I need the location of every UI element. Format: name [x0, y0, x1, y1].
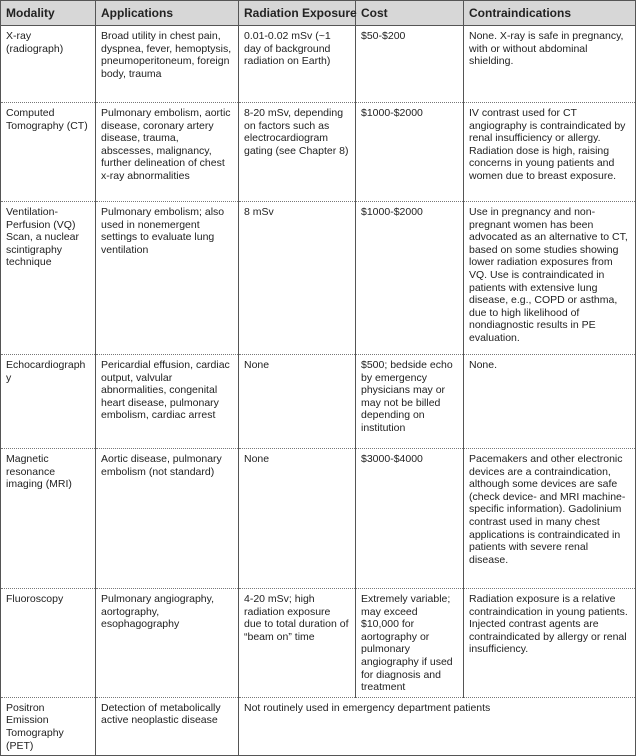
cell-applications: Pulmonary embolism, aortic disease, coronary artery disease, trauma, abscesses, malignancy, further delineation of chest x-ray abnormalities	[96, 103, 239, 202]
cell-contraindications: None.	[464, 355, 636, 449]
header-contraindications: Contraindications	[464, 1, 636, 26]
header-cost: Cost	[356, 1, 464, 26]
table-row	[1, 697, 636, 755]
table-row	[1, 103, 636, 202]
cell-applications: Aortic disease, pulmonary embolism (not standard)	[96, 449, 239, 589]
cell-cost: $1000-$2000	[356, 202, 464, 355]
cell-cost: $3000-$4000	[356, 449, 464, 589]
cell-applications: Broad utility in chest pain, dyspnea, fever, hemoptysis, pneumoperitoneum, foreign body, trauma	[96, 26, 239, 103]
cell-applications: Pulmonary embolism; also used in nonemergent settings to evaluate lung ventilation	[96, 202, 239, 355]
cell-span-note: Not routinely used in emergency department patients	[239, 697, 636, 755]
cell-cost: Extremely variable; may exceed $10,000 for aortography or pulmonary angiography if used for diagnosis and treatment	[356, 589, 464, 698]
cell-cost: $50-$200	[356, 26, 464, 103]
cell-modality: Fluoroscopy	[1, 589, 96, 698]
cell-contraindications: Use in pregnancy and non-pregnant women has been advocated as an alternative to CT, based on some studies showing lower radiation exposures from VQ. Use is contraindicated in patients with extensive lung disease, e.g., COPD or asthma, due to high likelihood of nondiagnostic results in PE evaluation.	[464, 202, 636, 355]
cell-radiation-exposure: 4-20 mSv; high radiation exposure due to total duration of “beam on” time	[239, 589, 356, 698]
cell-modality: Computed Tomography (CT)	[1, 103, 96, 202]
table-row	[1, 202, 636, 355]
cell-contraindications: IV contrast used for CT angiography is contraindicated by renal insufficiency or allergy. Radiation dose is high, raising concerns in young patients and women due to breast exposure.	[464, 103, 636, 202]
cell-modality: Magnetic resonance imaging (MRI)	[1, 449, 96, 589]
cell-radiation-exposure: None	[239, 449, 356, 589]
header-radiation-exposure: Radiation Exposure	[239, 1, 356, 26]
cell-radiation-exposure: None	[239, 355, 356, 449]
cell-radiation-exposure: 8-20 mSv, depending on factors such as electrocardiogram gating (see Chapter 8)	[239, 103, 356, 202]
header-modality: Modality	[1, 1, 96, 26]
cell-applications: Pericardial effusion, cardiac output, valvular abnormalities, congenital heart disease, pulmonary embolism, cardiac arrest	[96, 355, 239, 449]
cell-modality: Ventilation-Perfusion (VQ) Scan, a nuclear scintigraphy technique	[1, 202, 96, 355]
header-row	[1, 1, 636, 26]
cell-radiation-exposure: 8 mSv	[239, 202, 356, 355]
header-applications: Applications	[96, 1, 239, 26]
cell-applications: Pulmonary angiography, aortography, esophagography	[96, 589, 239, 698]
cell-contraindications: Pacemakers and other electronic devices are a contraindication, although some devices are safe (check device- and MRI machine-specific information). Gadolinium contrast used in many chest applications is contraindicated in patients with severe renal disease.	[464, 449, 636, 589]
table-row	[1, 589, 636, 698]
cell-contraindications: None. X-ray is safe in pregnancy, with or without abdominal shielding.	[464, 26, 636, 103]
cell-modality: Echocardiography	[1, 355, 96, 449]
cell-modality: X-ray (radiograph)	[1, 26, 96, 103]
cell-modality: Positron Emission Tomography (PET)	[1, 697, 96, 755]
cell-radiation-exposure: 0.01-0.02 mSv (~1 day of background radiation on Earth)	[239, 26, 356, 103]
cell-contraindications: Radiation exposure is a relative contraindication in young patients. Injected contrast agents are contraindicated by allergy or renal insufficiency.	[464, 589, 636, 698]
table-row	[1, 26, 636, 103]
table-row	[1, 355, 636, 449]
cell-cost: $1000-$2000	[356, 103, 464, 202]
cell-applications: Detection of metabolically active neoplastic disease	[96, 697, 239, 755]
cell-cost: $500; bedside echo by emergency physicians may or may not be billed depending on institution	[356, 355, 464, 449]
table-row	[1, 449, 636, 589]
